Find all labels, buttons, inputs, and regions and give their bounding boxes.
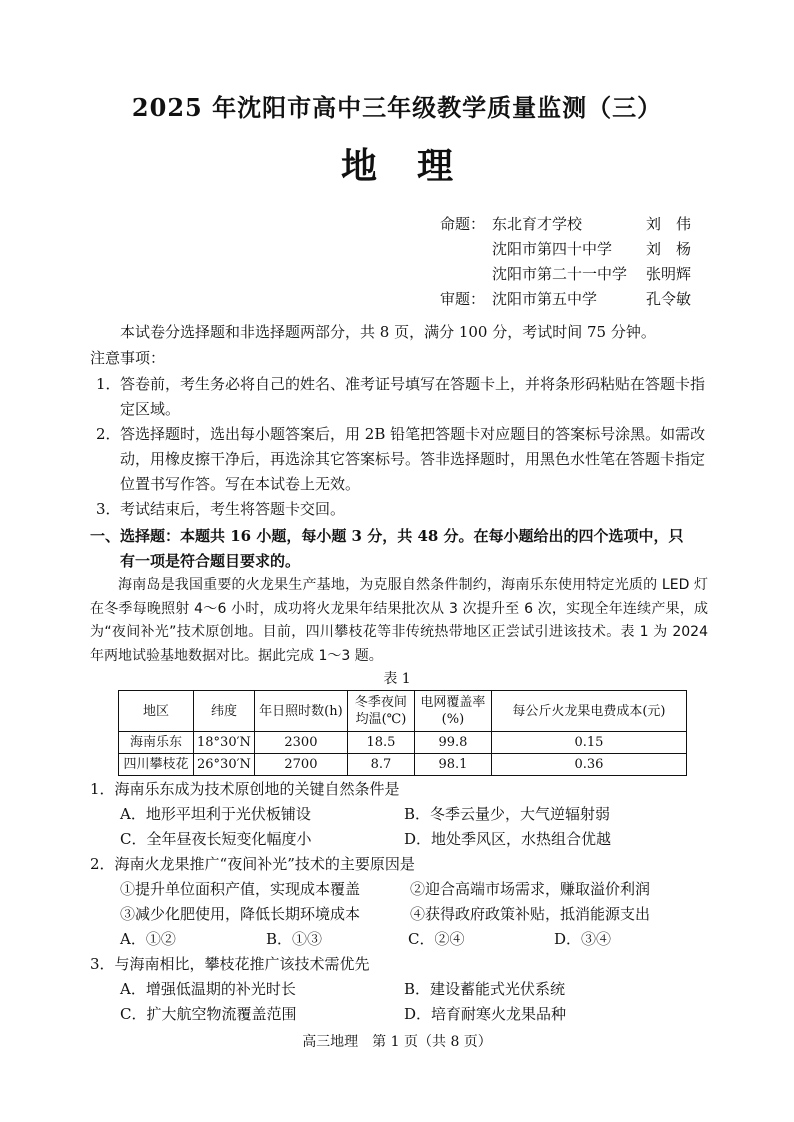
table-header: 纬度 (194, 691, 255, 732)
statement-item: ①提升单位面积产值，实现成本覆盖 (120, 880, 361, 898)
table-header: 每公斤火龙果电费成本(元) (491, 691, 686, 732)
note-item (96, 422, 706, 497)
table-cell: 18°30′N (194, 732, 255, 754)
reading-passage: 海南岛是我国重要的火龙果生产基地，为克服自然条件制约，海南乐东使用特定光质的 LED 灯在冬季每晚照射 4～6 小时，成功将火龙果年结果批次从 3 次提升至 6 次，实现全年连续产果，成为“夜间补光”技术原创地。目前，四川攀枝花等非传统热带地区正尝试引进该技术。表 1 为 2024 年两地试验基地数据对比。据此完成 1～3 题。 (90, 577, 708, 664)
table-cell: 8.7 (347, 754, 414, 776)
table-cell: 0.15 (491, 732, 686, 754)
option-d: D．③④ (554, 930, 612, 948)
table-cell: 0.36 (491, 754, 686, 776)
author-row (440, 237, 706, 262)
table-cell: 2700 (254, 754, 347, 776)
exam-intro: 本试卷分选择题和非选择题两部分，共 8 页，满分 100 分，考试时间 75 分钟。 (120, 323, 656, 341)
table-cell: 26°30′N (194, 754, 255, 776)
table-cell: 18.5 (347, 732, 414, 754)
table-row (119, 732, 687, 754)
option-d: D．培育耐寒火龙果品种 (404, 1005, 567, 1023)
statement-item: ④获得政府政策补贴，抵消能源支出 (410, 905, 651, 923)
note-number: 3． (96, 500, 121, 518)
option-a: A．增强低温期的补光时长 (120, 980, 296, 998)
note-number: 2． (96, 425, 121, 443)
author-person: 张明辉 (646, 265, 692, 283)
table-cell: 99.8 (414, 732, 491, 754)
author-role: 审题： (440, 290, 486, 308)
note-item (96, 497, 706, 522)
option-a: A．地形平坦利于光伏板铺设 (120, 805, 311, 823)
section-line-2: 有一项是符合题目要求的。 (120, 552, 301, 570)
statement-item: ②迎合高端市场需求，赚取溢价利润 (410, 880, 651, 898)
author-person: 孔令敏 (646, 290, 692, 308)
author-person: 刘 伟 (646, 215, 692, 233)
page-footer: 高三地理 第 1 页（共 8 页） (302, 1034, 492, 1050)
table-caption: 表 1 (383, 671, 411, 687)
table-cell: 2300 (254, 732, 347, 754)
table-header: 年日照时数(h) (254, 691, 347, 732)
option-c: C．扩大航空物流覆盖范围 (120, 1005, 297, 1023)
author-school: 沈阳市第五中学 (492, 290, 598, 308)
author-block (440, 212, 706, 312)
note-text: 考试结束后，考生将答题卡交回。 (120, 500, 346, 518)
notes-heading: 注意事项： (90, 349, 166, 367)
table-cell: 四川攀枝花 (119, 754, 194, 776)
exam-title: 2025 年沈阳市高中三年级教学质量监测（三） (131, 93, 663, 122)
author-row (440, 262, 706, 287)
table-header-row (119, 691, 687, 732)
question-stem: 2．海南火龙果推广“夜间补光”技术的主要原因是 (90, 855, 415, 873)
subject-title: 地理 (340, 145, 493, 187)
table-header: 冬季夜间均温(℃) (347, 691, 414, 732)
option-c: C．全年昼夜长短变化幅度小 (120, 830, 312, 848)
table-cell: 海南乐东 (119, 732, 194, 754)
note-text: 答卷前，考生务必将自己的姓名、准考证号填写在答题卡上，并将条形码粘贴在答题卡指定区域。 (120, 375, 706, 418)
author-school: 东北育才学校 (492, 215, 583, 233)
option-b: B．冬季云量少，大气逆辐射弱 (404, 805, 611, 823)
table-header: 地区 (119, 691, 194, 732)
author-school: 沈阳市第四十中学 (492, 240, 613, 258)
note-number: 1． (96, 375, 121, 393)
author-role: 命题： (440, 215, 486, 233)
statement-item: ③减少化肥使用，降低长期环境成本 (120, 905, 361, 923)
option-a: A．①② (120, 930, 176, 948)
section-heading (90, 524, 710, 574)
option-c: C．②④ (408, 930, 465, 948)
author-row (440, 212, 706, 237)
table-header: 电网覆盖率(%) (414, 691, 491, 732)
option-b: B．①③ (266, 930, 323, 948)
option-b: B．建设蓄能式光伏系统 (404, 980, 566, 998)
table-cell: 98.1 (414, 754, 491, 776)
option-d: D．地处季风区，水热组合优越 (404, 830, 612, 848)
author-row (440, 287, 706, 312)
data-table (118, 690, 687, 776)
question-stem: 1．海南乐东成为技术原创地的关键自然条件是 (90, 780, 400, 798)
table-row (119, 754, 687, 776)
note-text: 答选择题时，选出每小题答案后，用 2B 铅笔把答题卡对应题目的答案标号涂黑。如需改动，用橡皮擦干净后，再选涂其它答案标号。答非选择题时，用黑色水性笔在答题卡指定位置书写作答。写在本试卷上无效。 (120, 425, 706, 493)
section-number: 一、 (90, 527, 121, 545)
author-person: 刘 杨 (646, 240, 692, 258)
author-school: 沈阳市第二十一中学 (492, 265, 628, 283)
question-stem: 3．与海南相比，攀枝花推广该技术需优先 (90, 955, 370, 973)
section-line-1: 选择题：本题共 16 小题，每小题 3 分，共 48 分。在每小题给出的四个选项中，只 (120, 527, 684, 545)
note-item (96, 372, 706, 422)
